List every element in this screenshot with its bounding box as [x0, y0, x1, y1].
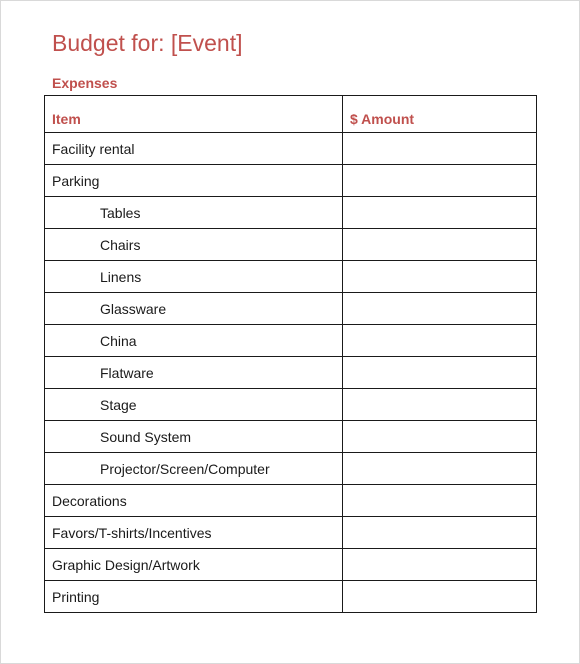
amount-cell[interactable] [343, 325, 537, 357]
item-cell: Favors/T-shirts/Incentives [45, 517, 343, 549]
table-row [45, 325, 537, 357]
table-body [45, 133, 537, 613]
amount-cell[interactable] [343, 229, 537, 261]
table-row [45, 581, 537, 613]
amount-cell[interactable] [343, 517, 537, 549]
amount-cell[interactable] [343, 453, 537, 485]
header-amount: $ Amount [343, 96, 537, 133]
table-row [45, 549, 537, 581]
item-cell: Printing [45, 581, 343, 613]
section-label-expenses: Expenses [52, 75, 118, 91]
table-row [45, 133, 537, 165]
table-row [45, 421, 537, 453]
item-cell: Projector/Screen/Computer [45, 453, 343, 485]
table-row [45, 229, 537, 261]
amount-cell[interactable] [343, 293, 537, 325]
header-item: Item [45, 96, 343, 133]
amount-cell[interactable] [343, 389, 537, 421]
item-cell: Facility rental [45, 133, 343, 165]
amount-cell[interactable] [343, 421, 537, 453]
item-cell: Parking [45, 165, 343, 197]
table-row [45, 197, 537, 229]
item-cell: Linens [45, 261, 343, 293]
item-cell: China [45, 325, 343, 357]
table-row [45, 293, 537, 325]
amount-cell[interactable] [343, 165, 537, 197]
table-row [45, 485, 537, 517]
table-header-row [45, 96, 537, 133]
expenses-table [44, 95, 537, 613]
amount-cell[interactable] [343, 485, 537, 517]
item-cell: Sound System [45, 421, 343, 453]
item-cell: Tables [45, 197, 343, 229]
item-cell: Flatware [45, 357, 343, 389]
amount-cell[interactable] [343, 357, 537, 389]
table-row [45, 261, 537, 293]
table-row [45, 165, 537, 197]
table-row [45, 453, 537, 485]
table-row [45, 389, 537, 421]
item-cell: Decorations [45, 485, 343, 517]
document-title: Budget for: [Event] [52, 30, 243, 56]
item-cell: Graphic Design/Artwork [45, 549, 343, 581]
amount-cell[interactable] [343, 197, 537, 229]
item-cell: Stage [45, 389, 343, 421]
amount-cell[interactable] [343, 133, 537, 165]
item-cell: Glassware [45, 293, 343, 325]
table-row [45, 357, 537, 389]
amount-cell[interactable] [343, 261, 537, 293]
amount-cell[interactable] [343, 549, 537, 581]
table-row [45, 517, 537, 549]
amount-cell[interactable] [343, 581, 537, 613]
item-cell: Chairs [45, 229, 343, 261]
